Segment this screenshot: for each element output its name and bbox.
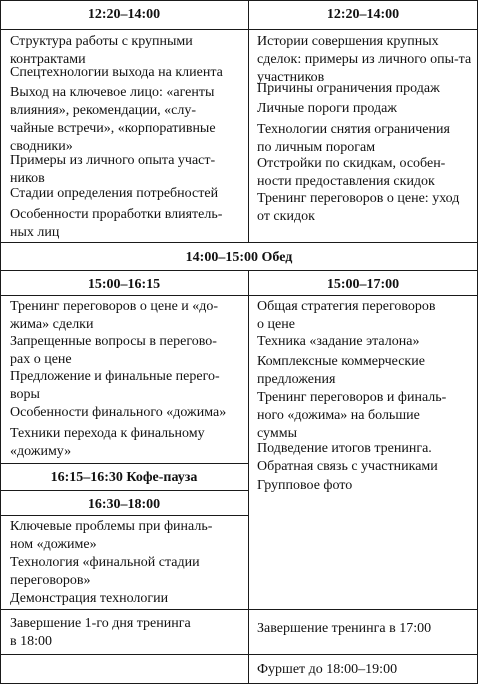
agenda-item (10, 590, 168, 608)
item-line: ников (10, 171, 45, 186)
item-line: Стадии определения потребностей (10, 186, 219, 201)
item-line: суммы (257, 426, 297, 441)
item-line: участников (257, 70, 325, 85)
rule (0, 654, 478, 655)
item-line: Техника «задание эталона» (257, 334, 420, 349)
rule (0, 515, 248, 516)
rule (0, 295, 478, 296)
item-line: о цене (257, 317, 295, 332)
rule (248, 0, 249, 243)
item-line: Причины ограничения продаж (257, 81, 440, 96)
item-line: Подведение итогов тренинга. (257, 441, 432, 456)
item-line: Тренинг переговоров о цене: уход (257, 191, 460, 206)
item-line: воры (10, 387, 40, 402)
item-line: «дожиму» (10, 444, 72, 459)
item-line: чайные встречи», «корпоративные (10, 121, 216, 136)
agenda-item (257, 100, 397, 118)
item-line: Отстройки по скидкам, особен- (257, 156, 446, 171)
item-line: Особенности финального «дожима» (10, 405, 227, 420)
agenda-item (257, 389, 446, 443)
item-line: Запрещенные вопросы в перегово- (10, 334, 217, 349)
item-line: Предложение и финальные перего- (10, 369, 220, 384)
agenda-item (10, 518, 212, 554)
item-line: контрактами (10, 52, 86, 67)
item-line: Технология «финальной стадии (10, 555, 200, 570)
right-mid-time: 15:00–17:00 (326, 277, 400, 292)
item-line: влияния», рекомендации, «слу- (10, 103, 197, 118)
item-line: Завершение тренинга в 17:00 (257, 621, 432, 636)
agenda-item (10, 404, 226, 422)
agenda-item (257, 298, 435, 334)
item-line: Комплексные коммерческие (257, 354, 425, 369)
agenda-item (257, 80, 440, 98)
item-line: Особенности проработки влиятель- (10, 207, 223, 222)
agenda-item (10, 368, 220, 404)
item-line: в 18:00 (10, 634, 52, 649)
item-line: Общая стратегия переговоров (257, 299, 436, 314)
agenda-item (257, 477, 352, 495)
agenda-item (10, 333, 217, 369)
day-one-end (10, 615, 191, 651)
agenda-item (257, 190, 459, 226)
item-line: сделок: примеры из личного опы-та (257, 52, 472, 67)
item-line: Фуршет до 18:00–19:00 (257, 662, 398, 677)
coffee-break: 16:15–16:30 Кофе-пауза (50, 470, 198, 485)
agenda-item (257, 353, 425, 389)
left-top-time: 12:20–14:00 (87, 7, 161, 22)
rule (0, 29, 478, 30)
item-line: Личные пороги продаж (257, 101, 397, 116)
agenda-item (10, 64, 223, 82)
agenda-item (10, 554, 200, 590)
agenda-item (257, 440, 438, 476)
training-end (257, 620, 431, 638)
item-line: Тренинг переговоров и финаль- (257, 390, 447, 405)
agenda-item (10, 206, 222, 242)
item-line: сводники» (10, 139, 73, 154)
item-line: Примеры из личного опыта участ- (10, 153, 216, 168)
item-line: переговоров» (10, 573, 91, 588)
item-line: Технологии снятия ограничения (257, 122, 450, 137)
lunch-break: 14:00–15:00 Обед (185, 250, 293, 265)
rule (0, 0, 1, 684)
item-line: предложения (257, 372, 336, 387)
agenda-item (10, 185, 218, 203)
item-line: Тренинг переговоров о цене и «до- (10, 299, 219, 314)
buffet (257, 661, 397, 679)
item-line: Ключевые проблемы при финаль- (10, 519, 213, 534)
rule (0, 242, 478, 243)
agenda-item (10, 84, 216, 156)
item-line: ных лиц (10, 225, 60, 240)
agenda-item (257, 33, 471, 87)
item-line: Демонстрация технологии (10, 591, 169, 606)
right-top-time: 12:20–14:00 (326, 7, 400, 22)
rule (0, 490, 248, 491)
agenda-item (10, 152, 215, 188)
item-line: Истории совершения крупных (257, 34, 439, 49)
item-line: рах о цене (10, 352, 72, 367)
rule (0, 270, 478, 271)
item-line: Техники перехода к финальному (10, 426, 205, 441)
rule (0, 0, 478, 1)
item-line: Групповое фото (257, 478, 353, 493)
item-line: ности предоставления скидок (257, 174, 435, 189)
item-line: Структура работы с крупными (10, 34, 193, 49)
left-low-time: 16:30–18:00 (87, 497, 161, 512)
rule (0, 463, 248, 464)
item-line: по личным порогам (257, 140, 376, 155)
item-line: Спецтехнологии выхода на клиента (10, 65, 223, 80)
left-mid-time: 15:00–16:15 (87, 277, 161, 292)
agenda-item (257, 333, 419, 351)
agenda-item (257, 121, 450, 157)
rule (248, 270, 249, 684)
item-line: Завершение 1-го дня тренинга (10, 616, 191, 631)
item-line: Обратная связь с участниками (257, 459, 438, 474)
item-line: ного «дожима» на большие (257, 408, 420, 423)
item-line: ном «дожиме» (10, 537, 97, 552)
agenda-item (10, 425, 205, 461)
rule (0, 609, 478, 610)
agenda-item (10, 298, 218, 334)
agenda-item (257, 155, 445, 191)
item-line: от скидок (257, 209, 315, 224)
item-line: жима» сделки (10, 317, 94, 332)
item-line: Выход на ключевое лицо: «агенты (10, 85, 215, 100)
